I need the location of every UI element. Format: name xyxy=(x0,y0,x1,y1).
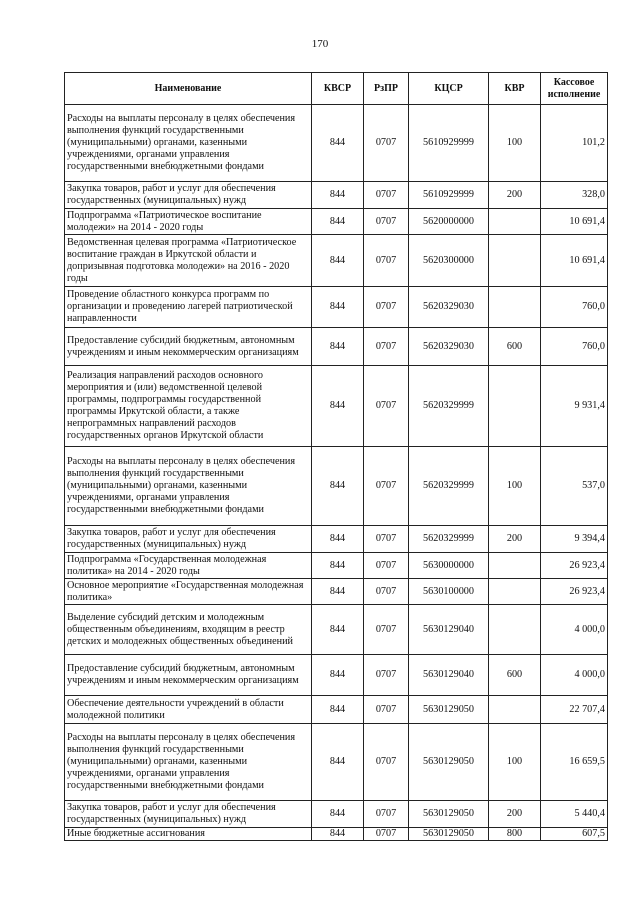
row-execution: 4 000,0 xyxy=(541,605,608,655)
row-execution: 328,0 xyxy=(541,182,608,209)
row-kcsr: 5630129040 xyxy=(409,605,489,655)
row-rzpr: 0707 xyxy=(364,182,409,209)
table-header-row xyxy=(65,73,608,105)
row-kcsr: 5620329999 xyxy=(409,447,489,526)
row-rzpr: 0707 xyxy=(364,366,409,447)
row-kvsr: 844 xyxy=(312,655,364,696)
row-name: Реализация направлений расходов основного мероприятия и (или) ведомственной целевой программы, подпрограммы государственной программы Иркутской области, а также непрограммных направлений расходов государственных органов Иркутской области xyxy=(65,366,312,447)
row-kcsr: 5610929999 xyxy=(409,105,489,182)
row-name: Предоставление субсидий бюджетным, автономным учреждениям и иным некоммерческим организациям xyxy=(65,328,312,366)
table-row xyxy=(65,366,608,447)
table-row xyxy=(65,553,608,579)
header-kvr: КВР xyxy=(489,73,541,105)
row-execution: 26 923,4 xyxy=(541,579,608,605)
row-kvsr: 844 xyxy=(312,526,364,553)
row-kvsr: 844 xyxy=(312,724,364,801)
row-name: Иные бюджетные ассигнования xyxy=(65,828,312,841)
row-kvr xyxy=(489,553,541,579)
row-kcsr: 5620000000 xyxy=(409,209,489,235)
header-kvsr: КВСР xyxy=(312,73,364,105)
row-name: Закупка товаров, работ и услуг для обеспечения государственных (муниципальных) нужд xyxy=(65,182,312,209)
row-rzpr: 0707 xyxy=(364,447,409,526)
row-name: Проведение областного конкурса программ по организации и проведению лагерей патриотической направленности xyxy=(65,287,312,328)
header-execution: Кассовое исполнение xyxy=(541,73,608,105)
table-row xyxy=(65,605,608,655)
row-execution: 9 931,4 xyxy=(541,366,608,447)
row-execution: 760,0 xyxy=(541,287,608,328)
row-kvsr: 844 xyxy=(312,328,364,366)
row-execution: 16 659,5 xyxy=(541,724,608,801)
row-rzpr: 0707 xyxy=(364,579,409,605)
row-execution: 22 707,4 xyxy=(541,696,608,724)
row-kvr: 800 xyxy=(489,828,541,841)
table-row xyxy=(65,328,608,366)
row-name: Выделение субсидий детским и молодежным общественным объединениям, входящим в реестр детских и молодежных общественных объединений xyxy=(65,605,312,655)
row-kvsr: 844 xyxy=(312,235,364,287)
row-execution: 101,2 xyxy=(541,105,608,182)
header-name: Наименование xyxy=(65,73,312,105)
table-row xyxy=(65,447,608,526)
row-kvr xyxy=(489,605,541,655)
row-kvsr: 844 xyxy=(312,696,364,724)
row-rzpr: 0707 xyxy=(364,801,409,828)
table-row xyxy=(65,209,608,235)
header-rzpr: РзПР xyxy=(364,73,409,105)
row-name: Обеспечение деятельности учреждений в области молодежной политики xyxy=(65,696,312,724)
row-name: Предоставление субсидий бюджетным, автономным учреждениям и иным некоммерческим организациям xyxy=(65,655,312,696)
row-execution: 4 000,0 xyxy=(541,655,608,696)
row-execution: 607,5 xyxy=(541,828,608,841)
table-row xyxy=(65,801,608,828)
row-name: Закупка товаров, работ и услуг для обеспечения государственных (муниципальных) нужд xyxy=(65,526,312,553)
row-execution: 5 440,4 xyxy=(541,801,608,828)
row-name: Расходы на выплаты персоналу в целях обеспечения выполнения функций государственными (муниципальными) органами, казенными учреждениями, органами управления государственными внебюджетными фондами xyxy=(65,447,312,526)
table-row xyxy=(65,724,608,801)
row-kcsr: 5630129050 xyxy=(409,696,489,724)
row-kvsr: 844 xyxy=(312,605,364,655)
row-kvsr: 844 xyxy=(312,801,364,828)
row-rzpr: 0707 xyxy=(364,696,409,724)
row-kvr xyxy=(489,209,541,235)
row-kvr: 100 xyxy=(489,724,541,801)
row-kcsr: 5620329999 xyxy=(409,526,489,553)
row-kvr: 200 xyxy=(489,526,541,553)
row-rzpr: 0707 xyxy=(364,724,409,801)
row-rzpr: 0707 xyxy=(364,105,409,182)
table-row xyxy=(65,105,608,182)
row-kcsr: 5630129050 xyxy=(409,801,489,828)
row-name: Ведомственная целевая программа «Патриотическое воспитание граждан в Иркутской области и допризывная подготовка молодежи» на 2016 - 2020 годы xyxy=(65,235,312,287)
row-execution: 9 394,4 xyxy=(541,526,608,553)
row-kvr xyxy=(489,235,541,287)
row-rzpr: 0707 xyxy=(364,605,409,655)
row-rzpr: 0707 xyxy=(364,287,409,328)
row-name: Подпрограмма «Патриотическое воспитание молодежи» на 2014 - 2020 годы xyxy=(65,209,312,235)
row-rzpr: 0707 xyxy=(364,655,409,696)
row-rzpr: 0707 xyxy=(364,526,409,553)
row-name: Расходы на выплаты персоналу в целях обеспечения выполнения функций государственными (муниципальными) органами, казенными учреждениями, органами управления государственными внебюджетными фондами xyxy=(65,724,312,801)
row-kvr: 600 xyxy=(489,328,541,366)
table-row xyxy=(65,235,608,287)
row-kvr: 200 xyxy=(489,182,541,209)
row-rzpr: 0707 xyxy=(364,209,409,235)
row-kvsr: 844 xyxy=(312,209,364,235)
row-execution: 537,0 xyxy=(541,447,608,526)
row-kcsr: 5610929999 xyxy=(409,182,489,209)
row-rzpr: 0707 xyxy=(364,235,409,287)
row-rzpr: 0707 xyxy=(364,328,409,366)
row-rzpr: 0707 xyxy=(364,828,409,841)
row-kcsr: 5630129040 xyxy=(409,655,489,696)
row-kvr xyxy=(489,696,541,724)
row-kvr: 100 xyxy=(489,447,541,526)
row-kcsr: 5630129050 xyxy=(409,828,489,841)
row-kvsr: 844 xyxy=(312,105,364,182)
row-rzpr: 0707 xyxy=(364,553,409,579)
table-row xyxy=(65,655,608,696)
row-kcsr: 5630000000 xyxy=(409,553,489,579)
row-name: Подпрограмма «Государственная молодежная политика» на 2014 - 2020 годы xyxy=(65,553,312,579)
row-kvsr: 844 xyxy=(312,553,364,579)
row-execution: 760,0 xyxy=(541,328,608,366)
row-name: Закупка товаров, работ и услуг для обеспечения государственных (муниципальных) нужд xyxy=(65,801,312,828)
row-kvsr: 844 xyxy=(312,366,364,447)
table-row xyxy=(65,287,608,328)
row-kcsr: 5620329030 xyxy=(409,328,489,366)
page-number: 170 xyxy=(311,38,329,50)
row-name: Основное мероприятие «Государственная молодежная политика» xyxy=(65,579,312,605)
header-kcsr: КЦСР xyxy=(409,73,489,105)
row-kvr: 600 xyxy=(489,655,541,696)
table-row xyxy=(65,579,608,605)
row-execution: 10 691,4 xyxy=(541,235,608,287)
row-kvsr: 844 xyxy=(312,182,364,209)
row-kvsr: 844 xyxy=(312,287,364,328)
row-execution: 26 923,4 xyxy=(541,553,608,579)
row-kvr: 200 xyxy=(489,801,541,828)
row-kvsr: 844 xyxy=(312,579,364,605)
row-kvr xyxy=(489,579,541,605)
row-kvr xyxy=(489,287,541,328)
table-row xyxy=(65,182,608,209)
row-kcsr: 5620300000 xyxy=(409,235,489,287)
row-kvsr: 844 xyxy=(312,447,364,526)
row-name: Расходы на выплаты персоналу в целях обеспечения выполнения функций государственными (муниципальными) органами, казенными учреждениями, органами управления государственными внебюджетными фондами xyxy=(65,105,312,182)
table-row xyxy=(65,526,608,553)
row-kcsr: 5620329999 xyxy=(409,366,489,447)
row-kcsr: 5620329030 xyxy=(409,287,489,328)
row-execution: 10 691,4 xyxy=(541,209,608,235)
row-kcsr: 5630129050 xyxy=(409,724,489,801)
table-row xyxy=(65,828,608,841)
row-kvr: 100 xyxy=(489,105,541,182)
table-row xyxy=(65,696,608,724)
budget-table xyxy=(64,72,608,841)
row-kcsr: 5630100000 xyxy=(409,579,489,605)
row-kvr xyxy=(489,366,541,447)
row-kvsr: 844 xyxy=(312,828,364,841)
